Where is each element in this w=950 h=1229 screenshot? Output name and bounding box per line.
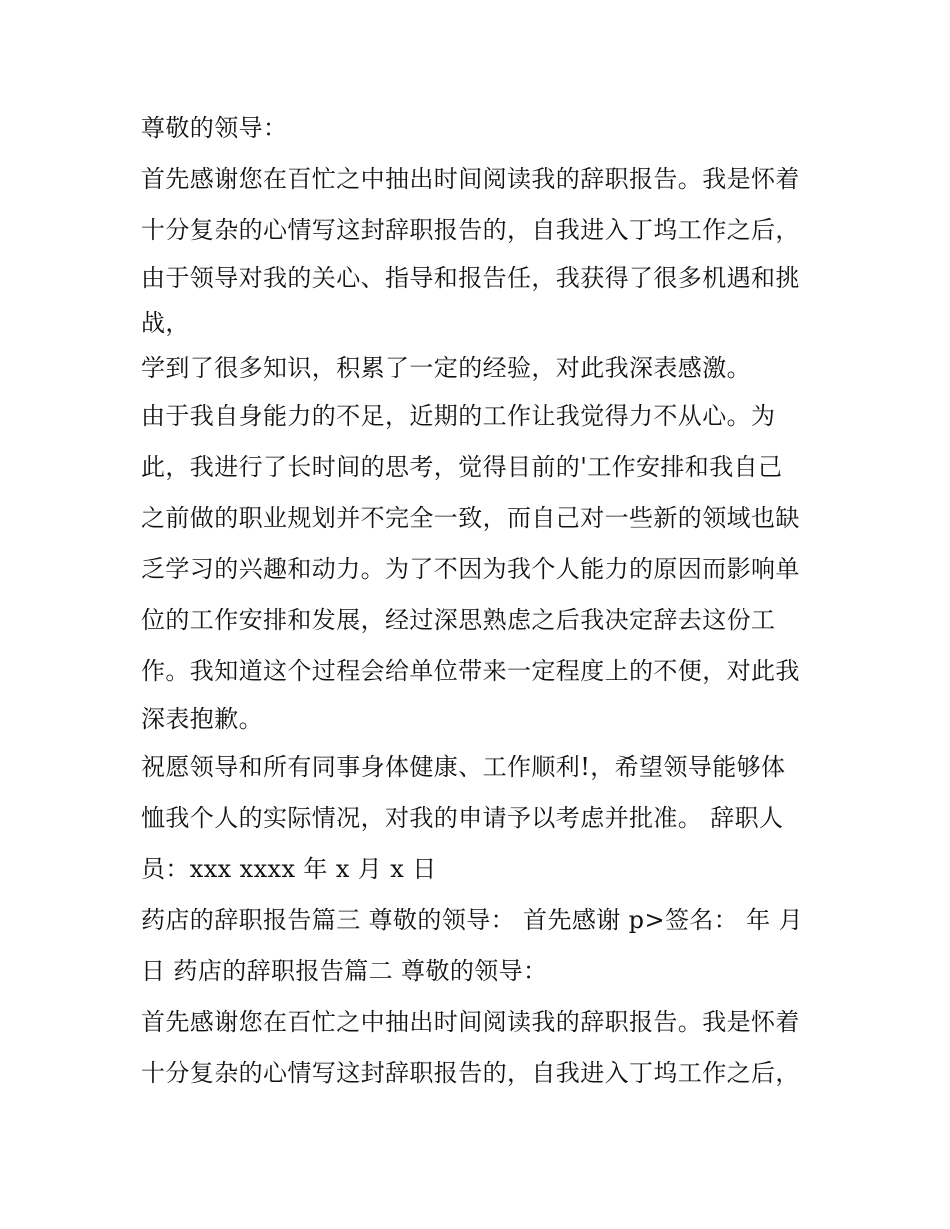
text-line: 乏学习的兴趣和动力。为了不因为我个人能力的原因而影响单 bbox=[141, 555, 800, 583]
text-line: 学到了很多知识，积累了一定的经验，对此我深表感激。 bbox=[141, 354, 751, 382]
text-line: 由于我自身能力的不足，近期的工作让我觉得力不从心。为 bbox=[141, 402, 776, 430]
text-line: 作。我知道这个过程会给单位带来一定程度上的不便，对此我 bbox=[141, 657, 800, 685]
signature-date-line: 员：xxx xxxx 年 x 月 x 日 bbox=[141, 855, 437, 883]
text-line: 战， bbox=[141, 309, 190, 337]
text-line: 深表抱歉。 bbox=[141, 705, 263, 733]
text-line: 祝愿领导和所有同事身体健康、工作顺利!，希望领导能够体 bbox=[141, 753, 786, 781]
text-line: 位的工作安排和发展，经过深思熟虑之后我决定辞去这份工 bbox=[141, 606, 776, 634]
text-line: 恤我个人的实际情况，对我的申请予以考虑并批准。 辞职人 bbox=[141, 804, 784, 832]
salutation-line: 尊敬的领导： bbox=[141, 114, 288, 142]
document-body bbox=[141, 103, 821, 1099]
text-line: 首先感谢您在百忙之中抽出时间阅读我的辞职报告。我是怀着 bbox=[141, 1008, 800, 1036]
text-line: 此，我进行了长时间的思考，觉得目前的'工作安排和我自己 bbox=[141, 453, 783, 481]
text-line: 首先感谢您在百忙之中抽出时间阅读我的辞职报告。我是怀着 bbox=[141, 165, 800, 193]
text-line: 日 药店的辞职报告篇二 尊敬的领导： bbox=[141, 957, 548, 985]
text-line: 由于领导对我的关心、指导和报告任，我获得了很多机遇和挑 bbox=[141, 264, 800, 292]
text-line: 十分复杂的心情写这封辞职报告的，自我进入丁坞工作之后， bbox=[141, 216, 800, 244]
text-line: 药店的辞职报告篇三 尊敬的领导： 首先感谢 p>签名： 年 月 bbox=[141, 906, 804, 934]
text-line: 之前做的职业规划并不完全一致，而自己对一些新的领域也缺 bbox=[141, 504, 800, 532]
text-line: 十分复杂的心情写这封辞职报告的，自我进入丁坞工作之后， bbox=[141, 1059, 800, 1087]
